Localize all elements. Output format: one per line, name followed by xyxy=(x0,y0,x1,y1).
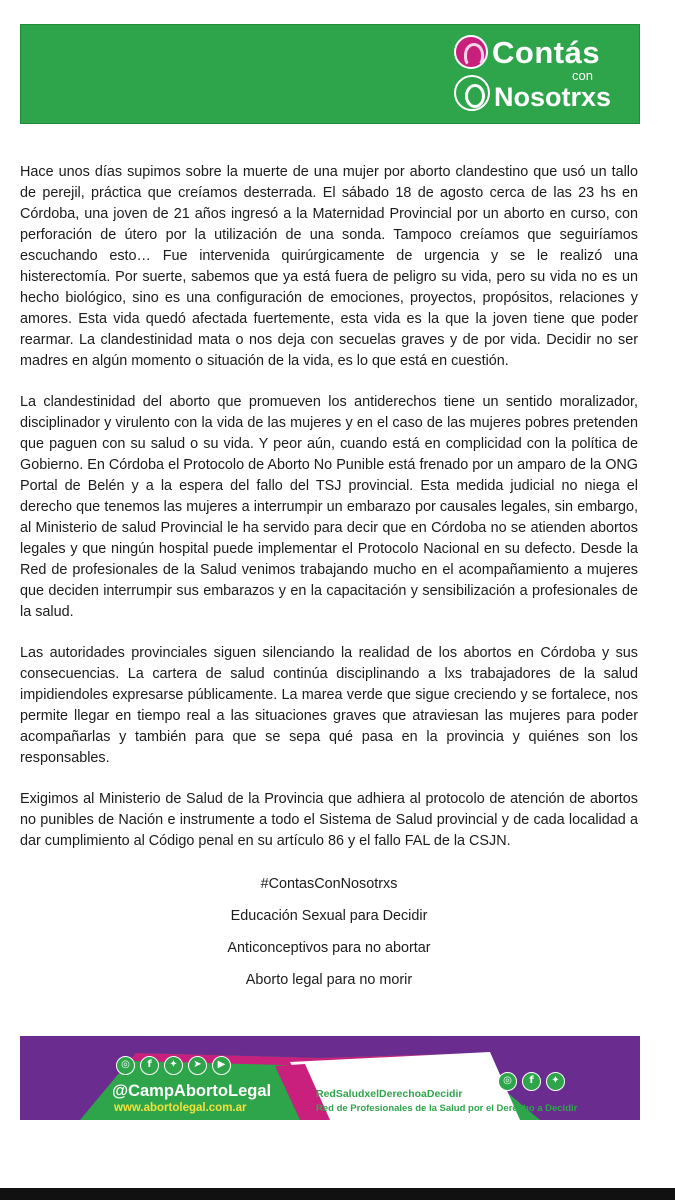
youtube-icon[interactable]: ▶ xyxy=(212,1056,231,1075)
twitter-icon[interactable]: ✦ xyxy=(164,1056,183,1075)
right-org-name: Red de Profesionales de la Salud por el Derecho a Decidir xyxy=(316,1103,578,1114)
telegram-icon[interactable]: ➤ xyxy=(188,1056,207,1075)
twitter-icon[interactable]: ✦ xyxy=(546,1072,565,1091)
bottom-edge-bar xyxy=(0,1188,675,1200)
contas-con-nosotrxs-logo xyxy=(454,35,629,117)
header-banner xyxy=(20,24,640,124)
footer-banner xyxy=(20,1036,640,1120)
slogan-hashtag: #ContasConNosotrxs xyxy=(260,876,398,892)
paragraph-4: Exigimos al Ministerio de Salud de la Provincia que adhiera al protocolo de atención de abortos no punibles de Nación e instrumente a todo el Sistema de Salud provincial y de cada localidad a dar cumplimiento al Código penal en su artículo 86 y el fallo FAL de la CSJN. xyxy=(20,791,638,849)
facebook-icon[interactable]: f xyxy=(522,1072,541,1091)
logo-text-contas: Contás xyxy=(492,35,601,70)
logo-text-con: con xyxy=(572,68,593,83)
network-logo-icon xyxy=(454,75,490,111)
uterus-logo-icon xyxy=(454,35,488,69)
statement-body xyxy=(20,162,638,872)
right-social-icons xyxy=(498,1072,565,1091)
left-handle[interactable]: @CampAbortoLegal xyxy=(112,1082,272,1100)
logo-text-nosotrxs: Nosotrxs xyxy=(494,82,612,112)
instagram-icon[interactable]: ◎ xyxy=(498,1072,517,1091)
left-social-icons xyxy=(116,1056,231,1075)
right-subhandle: RedSaludxelDerechoaDecidir xyxy=(316,1088,463,1100)
paragraph-2: La clandestinidad del aborto que promueven los antiderechos tiene un sentido moralizador, disciplinador y virulento con la vida de las mujeres y en el caso de las mujeres pobres pretenden que paguen con su salud o su vida. Y peor aún, cuando está en complicidad con la política de Gobierno. En Córdoba el Protocolo de Aborto No Punible está frenado por un amparo de la ONG Portal de Belén y a la espera del fallo del TSJ provincial. Esta medida judicial no niega el derecho que tenemos las mujeres a interrumpir un embarazo por causales legales, sin embargo, al Ministerio de salud Provincial le ha servido para decir que en Córdoba no se atienden abortos legales y que ningún hospital puede implementar el Protocolo Nacional en su defecto. Desde la Red de profesionales de la Salud venimos trabajando mucho en el acompañamiento a mujeres que deciden interrumpir sus embarazos y en la capacitación y sensibilización a profesionales de la salud. xyxy=(20,394,638,620)
instagram-icon[interactable]: ◎ xyxy=(116,1056,135,1075)
paragraph-3: Las autoridades provinciales siguen silenciando la realidad de los abortos en Córdoba y sus consecuencias. La cartera de salud continúa disciplinando a lxs trabajadores de la salud impidiendoles expresarse públicamente. La marea verde que sigue creciendo y se fortalece, nos permite llegar en tiempo real a las situaciones graves que atraviesan las mujeres para poder acompañarlas y también para que se sepa qué pasa en la provincia y quiénes son los responsables. xyxy=(20,645,638,766)
right-handle[interactable]: @RedSaludDecidir xyxy=(316,1068,465,1086)
slogan-education: Educación Sexual para Decidir xyxy=(230,908,428,924)
slogan-contraceptives: Anticonceptivos para no abortar xyxy=(227,940,431,956)
left-website[interactable]: www.abortolegal.com.ar xyxy=(114,1102,247,1114)
slogan-legal-abortion: Aborto legal para no morir xyxy=(245,972,413,988)
facebook-icon[interactable]: f xyxy=(140,1056,159,1075)
paragraph-1: Hace unos días supimos sobre la muerte de una mujer por aborto clandestino que usó un tallo de perejil, práctica que creíamos desterrada. El sábado 18 de agosto cerca de las 23 hs en Córdoba, una joven de 21 años ingresó a la Maternidad Provincial por un aborto en curso, con perforación de útero por la utilización de una sonda. Tampoco creíamos que seguiríamos escuchando esto… Fue intervenida quirúrgicamente de urgencia y se le realizó una histerectomía. Por suerte, sabemos que ya está fuera de peligro su vida, pero su vida no es un hecho biológico, sino es una configuración de emociones, proyectos, propósitos, relaciones y amores. Esta vida quedó afectada fuertemente, esta vida es la que la joven tiene que poder rearmar. La clandestinidad mata o nos deja con secuelas graves y de por vida. Decidir no ser madres en algún momento o situación de la vida, es lo que está en cuestión. xyxy=(20,164,638,369)
slogans xyxy=(20,874,638,1002)
